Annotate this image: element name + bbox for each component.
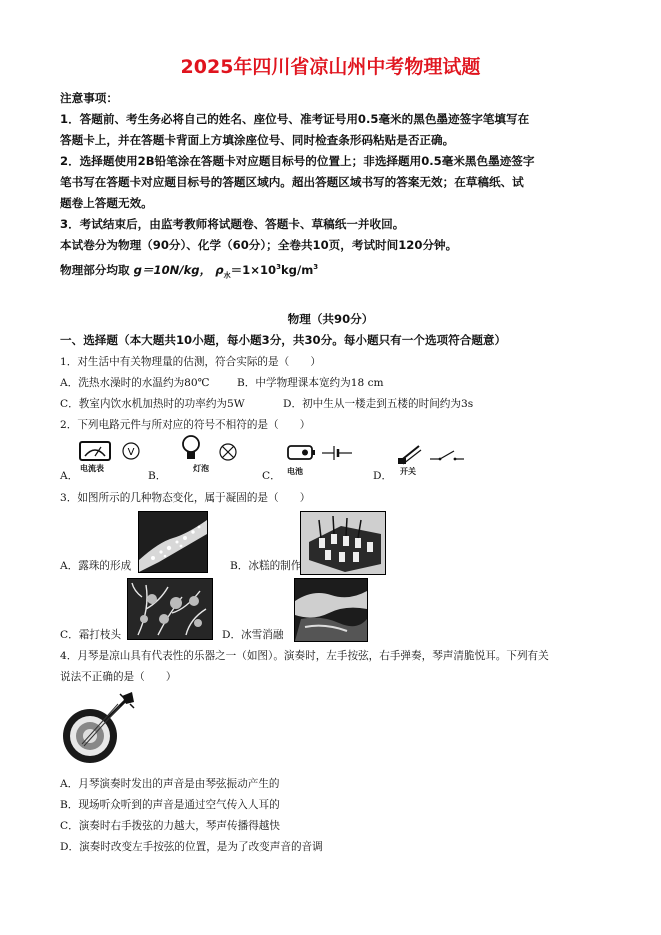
q1-option-b: B．中学物理课本宽约为18 cm	[237, 377, 384, 389]
notice-heading: 注意事项：	[60, 91, 118, 105]
constant-g: g＝10N/kg，	[133, 263, 212, 277]
q1-option-c: C．教室内饮水机加热时的功率约为5W	[60, 398, 245, 410]
q4-stem-line-2: 说法不正确的是（ ）	[60, 671, 177, 683]
notice-line-1: 1．答题前、考生务必将自己的姓名、座位号、准考证号用0.5毫米的黑色墨迹签字笔填写在	[60, 112, 530, 126]
q2-option-a: A．	[60, 470, 79, 482]
notice-line-4: 笔书写在答题卡对应题目标号的答题区域内。超出答题区域书写的答案无效；在草稿纸、试	[60, 175, 524, 189]
frost-photo	[127, 578, 213, 640]
constant-rho-sub: 水	[223, 271, 231, 280]
switch-image	[397, 440, 427, 466]
constant-rho-unit-exp: 3	[313, 263, 319, 272]
q4-option-d: D．演奏时改变左手按弦的位置，是为了改变声音的音调	[60, 841, 323, 853]
lamp-symbol	[218, 442, 238, 462]
constants-line	[60, 262, 318, 280]
q2-label-d: 开关	[400, 467, 416, 476]
constant-rho-unit: kg/m	[280, 263, 314, 277]
q3-option-a: A．露珠的形成	[60, 560, 132, 572]
battery-symbol	[322, 444, 352, 462]
dew-photo	[138, 511, 208, 573]
q3-option-c: C．霜打枝头	[60, 629, 122, 641]
page-title: 2025年四川省凉山州中考物理试题	[180, 56, 481, 78]
section-title: 物理（共90分）	[287, 312, 374, 326]
constants-prefix: 物理部分均取	[60, 263, 130, 277]
constant-rho-value: ＝1×10	[230, 263, 277, 277]
ice-pop-photo	[300, 511, 386, 575]
q4-option-a: A．月琴演奏时发出的声音是由琴弦振动产生的	[60, 778, 280, 790]
q3-option-d: D．冰雪消融	[222, 629, 284, 641]
q2-option-b: B．	[148, 470, 167, 482]
q3-option-b: B．冰糕的制作	[230, 560, 302, 572]
battery-image	[286, 442, 316, 464]
voltmeter-letter: V	[127, 447, 135, 458]
q2-label-c: 电池	[287, 467, 303, 476]
q4-option-b: B．现场听众听到的声音是通过空气传入人耳的	[60, 799, 280, 811]
q2-option-c: C．	[262, 470, 281, 482]
q4-stem-line-1: 4．月琴是凉山具有代表性的乐器之一（如图）。演奏时，左手按弦，右手弹奏，琴声清脆悦耳。下列有关	[60, 650, 549, 662]
q2-stem: 2．下列电路元件与所对应的符号不相符的是（ ）	[60, 419, 311, 431]
switch-symbol	[430, 448, 464, 462]
q2-option-d: D．	[373, 470, 393, 482]
constant-rho-exp: 3	[276, 263, 281, 272]
q1-stem: 1．对生活中有关物理量的估测，符合实际的是（ ）	[60, 356, 321, 368]
q2-label-a: 电流表	[80, 464, 104, 473]
melting-snow-photo	[294, 578, 368, 642]
notice-line-5: 题卷上答题无效。	[60, 196, 153, 210]
voltmeter-symbol	[121, 441, 141, 461]
constant-rho: ρ	[215, 263, 224, 277]
notice-line-7: 本试卷分为物理（90分）、化学（60分）；全卷共10页，考试时间120分钟。	[60, 238, 458, 252]
q1-option-d: D．初中生从一楼走到五楼的时间约为3s	[283, 398, 474, 410]
notice-line-3: 2．选择题使用2B铅笔涂在答题卡对应题目标号的位置上；非选择题用0.5毫米黑色墨迹签字	[60, 154, 535, 168]
q3-stem: 3．如图所示的几种物态变化，属于凝固的是（ ）	[60, 492, 311, 504]
q2-label-b: 灯泡	[193, 464, 209, 473]
q4-option-c: C．演奏时右手拨弦的力越大，琴声传播得越快	[60, 820, 280, 832]
bulb-image	[180, 434, 204, 466]
yueqin-image	[60, 692, 136, 764]
q1-option-a: A．洗热水澡时的水温约为80℃	[60, 377, 210, 389]
notice-line-6: 3．考试结束后，由监考教师将试题卷、答题卡、草稿纸一并收回。	[60, 217, 405, 231]
section-heading: 一、选择题（本大题共10小题，每小题3分，共30分。每小题只有一个选项符合题意）	[60, 333, 507, 347]
notice-line-2: 答题卡上，并在答题卡背面上方填涂座位号、同时检查条形码粘贴是否正确。	[60, 133, 455, 147]
